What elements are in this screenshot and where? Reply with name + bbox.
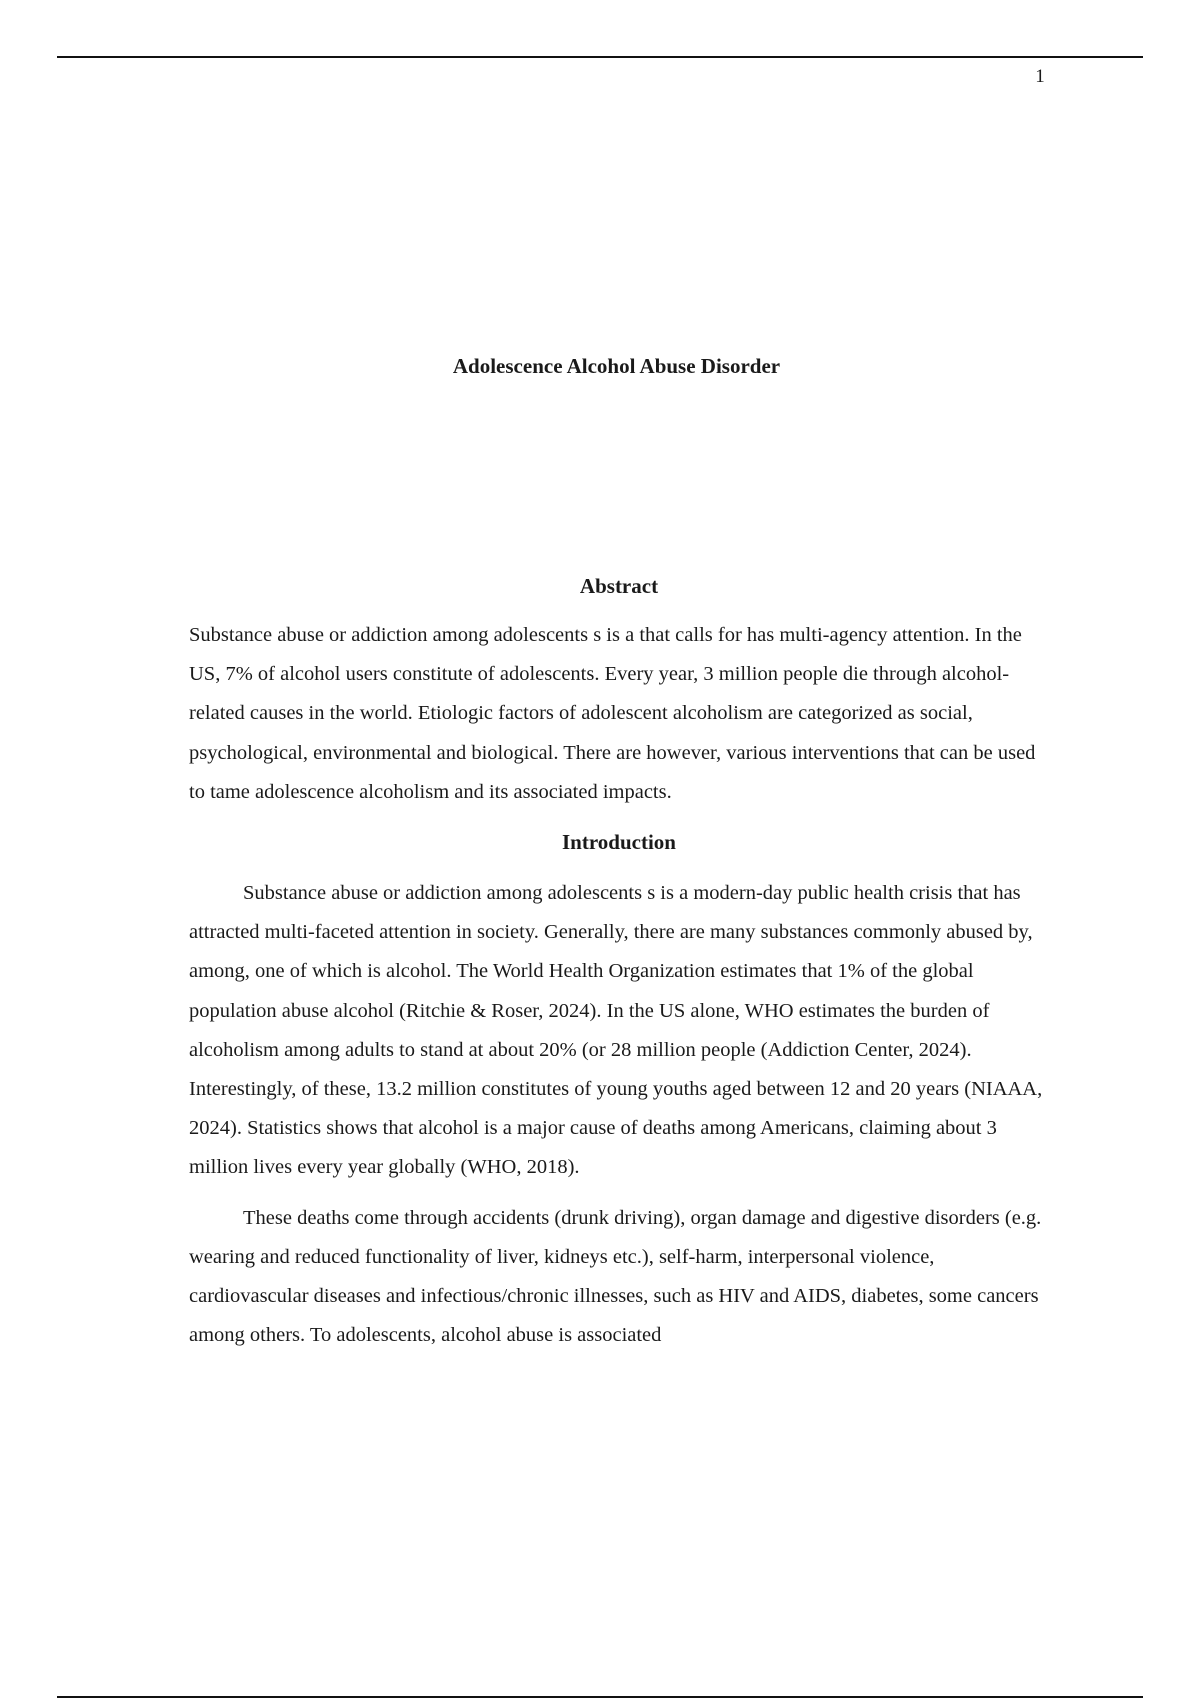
abstract-heading: Abstract xyxy=(579,574,659,598)
document-body xyxy=(189,566,1049,1355)
introduction-paragraph-2: These deaths come through accidents (drunk driving), organ damage and digestive disorders (e.g. wearing and reduced functionality of liver, kidneys etc.), self-harm, interpersonal violence, cardiovascular diseases and infectious/chronic illnesses, such as HIV and AIDS, diabetes, some cancers among others. To adolescents, alcohol abuse is associated xyxy=(189,1206,1042,1347)
introduction-heading: Introduction xyxy=(562,830,676,855)
abstract-text: Substance abuse or addiction among adolescents s is a that calls for has multi-agency attention. In the US, 7% of alcohol users constitute of adolescents. Every year, 3 million people die through alcohol-related causes in the world. Etiologic factors of adolescent alcoholism are categorized as social, psychological, environmental and biological. There are however, various interventions that can be used to tame adolescence alcoholism and its associated impacts. xyxy=(189,624,1036,803)
header-rule xyxy=(57,56,1143,58)
page-number: 1 xyxy=(1035,66,1045,87)
introduction-paragraph-1: Substance abuse or addiction among adolescents s is a modern-day public health crisis that has attracted multi-faceted attention in society. Generally, there are many substances commonly abused by, among, one of which is alcohol. The World Health Organization estimates that 1% of the global population abuse alcohol (Ritchie & Roser, 2024). In the US alone, WHO estimates the burden of alcoholism among adults to stand at about 20% (or 28 million people (Addiction Center, 2024). Interestingly, of these, 13.2 million constitutes of young youths aged between 12 and 20 years (NIAAA, 2024). Statistics shows that alcohol is a major cause of deaths among Americans, claiming about 3 million lives every year globally (WHO, 2018). xyxy=(189,882,1043,1179)
document-title: Adolescence Alcohol Abuse Disorder xyxy=(452,354,781,378)
footer-rule xyxy=(57,1696,1143,1698)
